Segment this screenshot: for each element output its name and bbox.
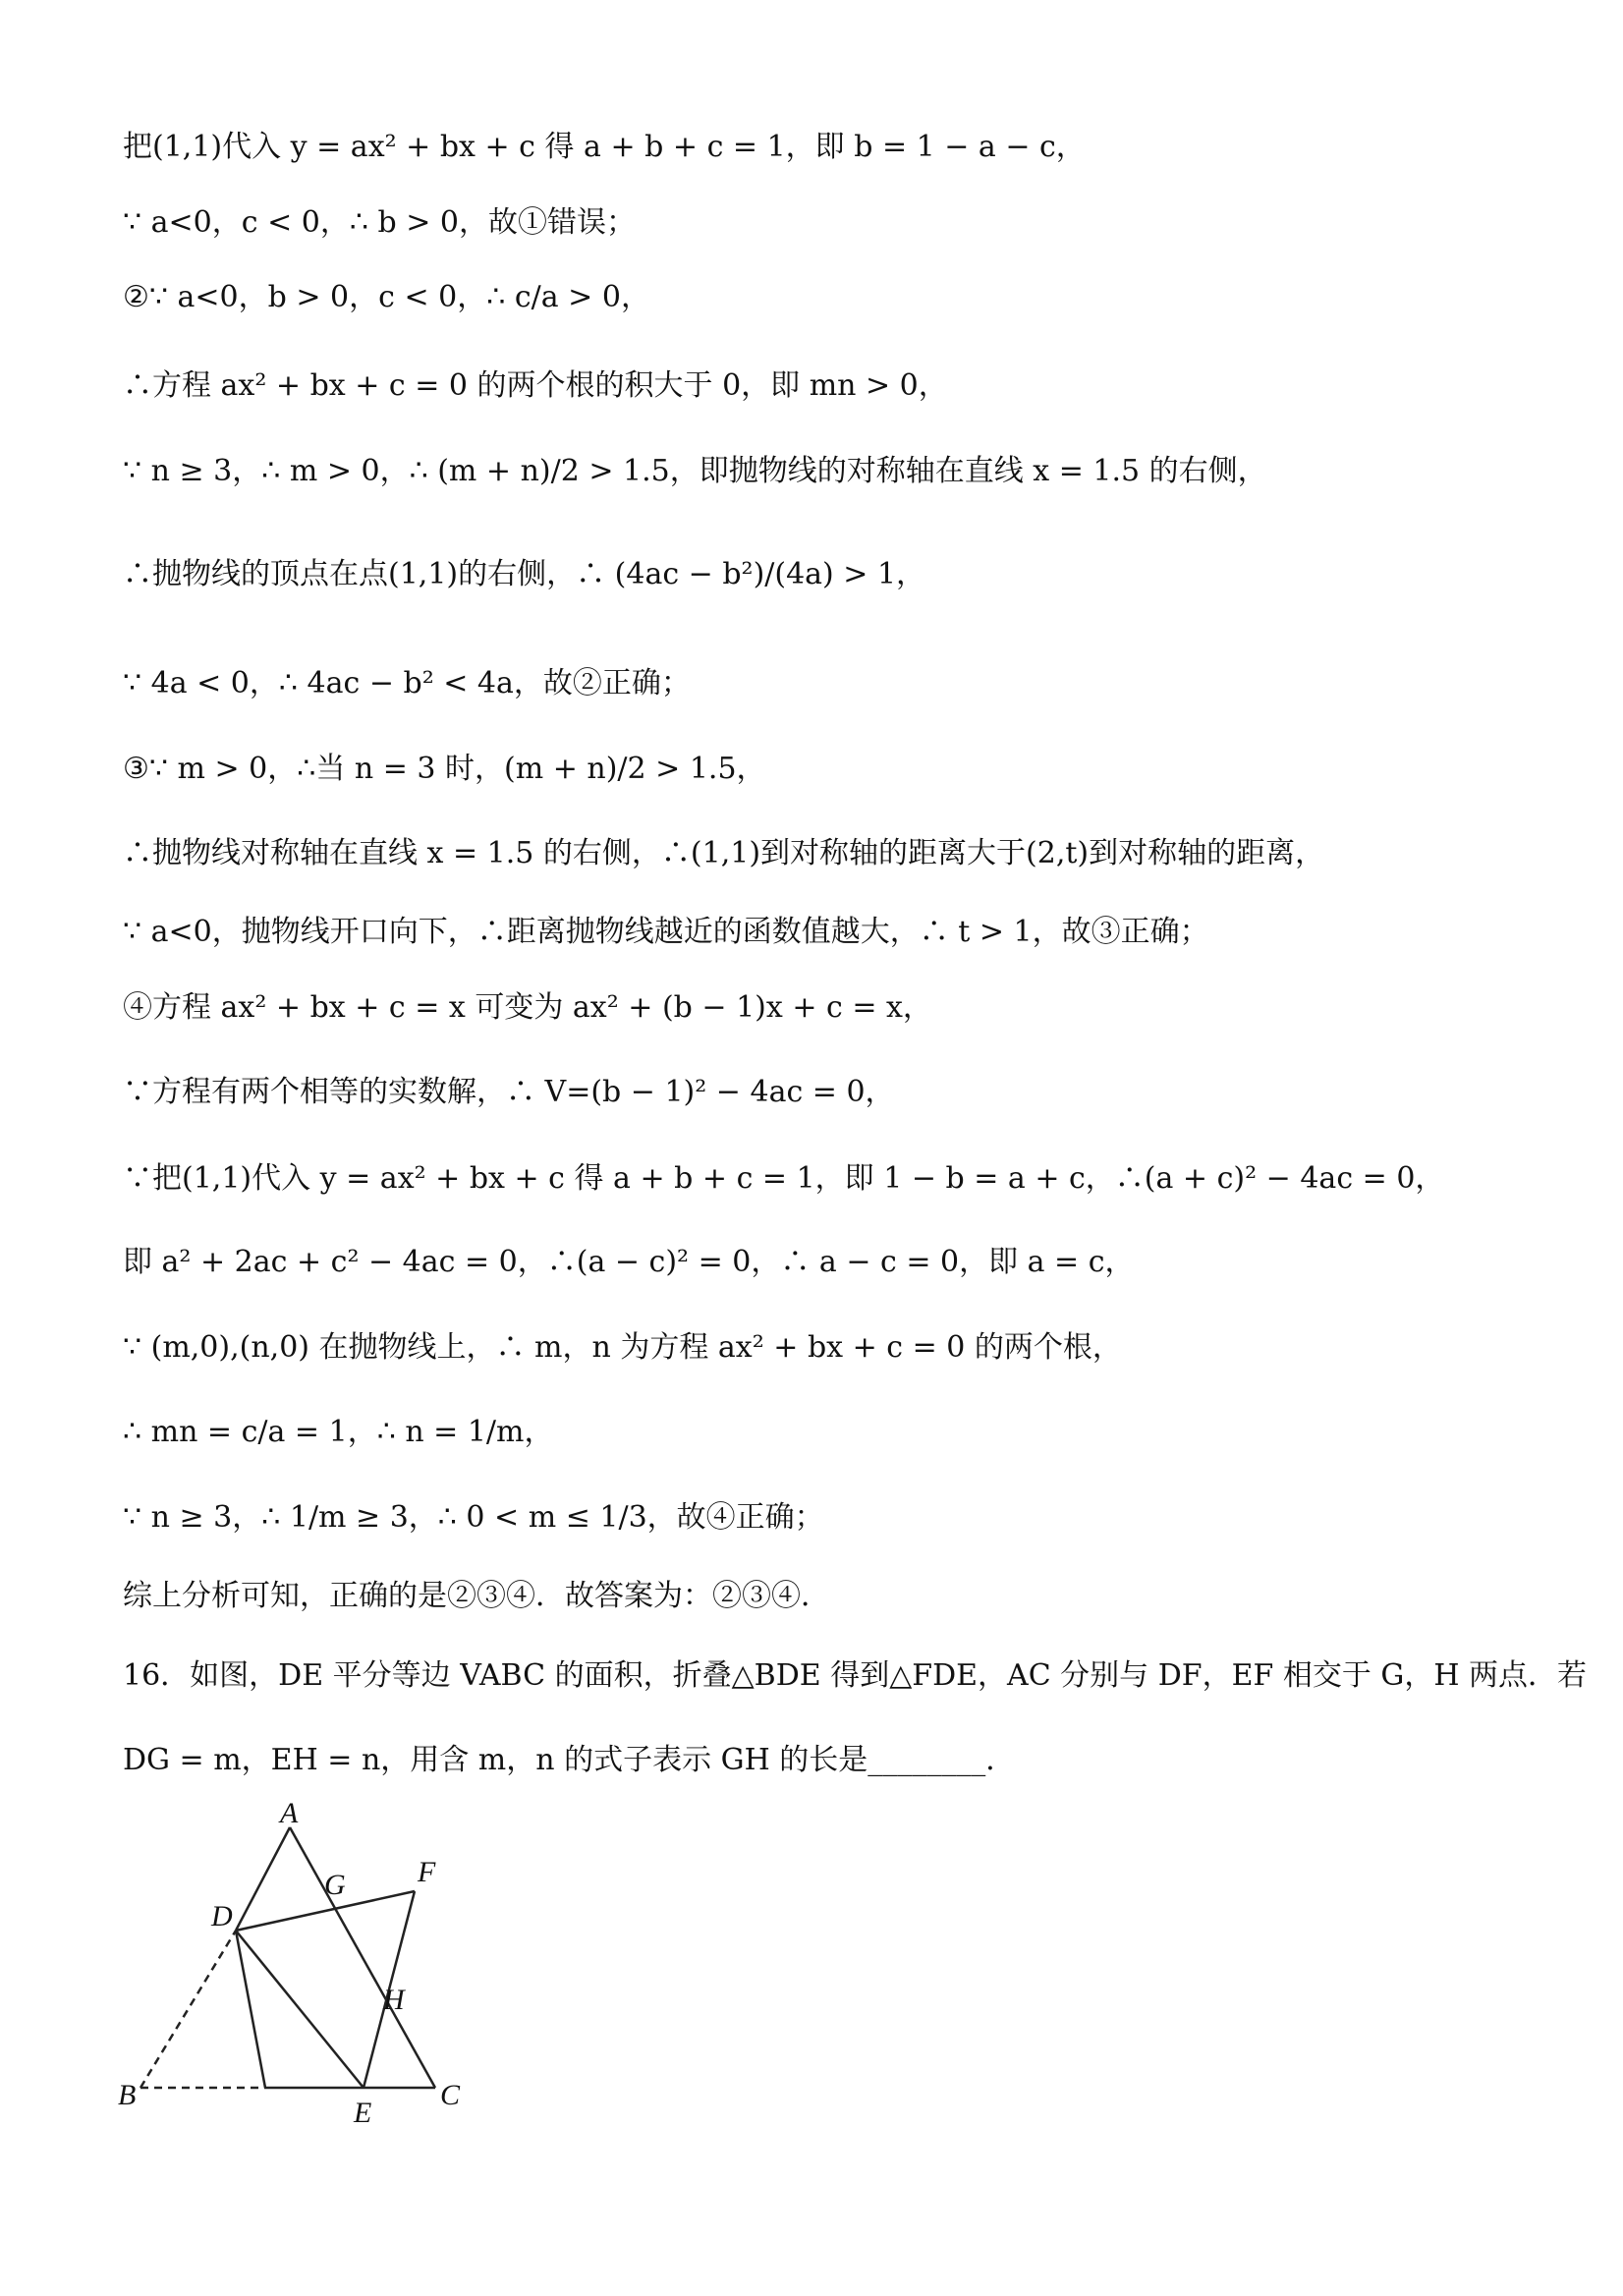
text-line: ∴抛物线对称轴在直线 x = 1.5 的右侧，∴(1,1)到对称轴的距离大于(2,t)到对称轴的距离，	[123, 836, 1325, 870]
label-D: D	[211, 1900, 233, 1932]
question-16-text: DG = m，EH = n，用含 m，n 的式子表示 GH 的长是________．	[123, 1743, 1016, 1777]
segment-DE	[236, 1931, 265, 2088]
label-A: A	[280, 1798, 299, 1829]
text-line: ∵ a<0，c < 0，∴ b > 0，故①错误；	[123, 205, 636, 240]
label-C: C	[440, 2079, 461, 2111]
text-line: ∵ a<0，抛物线开口向下，∴距离抛物线越近的函数值越大，∴ t > 1，故③正确；	[123, 915, 1209, 949]
question-16-text: 16．如图，DE 平分等边 VABC 的面积，折叠△BDE 得到△FDE，AC 分别与 DF，EF 相交于 G，H 两点．若	[123, 1658, 1588, 1693]
text-line: ③∵ m > 0，∴当 n = 3 时，(m + n)/2 > 1.5，	[123, 752, 766, 786]
segment-AC	[290, 1827, 435, 2088]
text-line: ∵ n ≥ 3，∴ 1/m ≥ 3，∴ 0 < m ≤ 1/3，故④正确；	[123, 1500, 824, 1535]
label-F: F	[418, 1856, 436, 1888]
text-line: ∵方程有两个相等的实数解，∴ V=(b − 1)² − 4ac = 0，	[123, 1075, 895, 1109]
text-line: 把(1,1)代入 y = ax² + bx + c 得 a + b + c = 1，即 b = 1 − a − c，	[123, 130, 1086, 164]
text-line: ∵把(1,1)代入 y = ax² + bx + c 得 a + b + c = 1，即 1 − b = a + c，∴(a + c)² − 4ac = 0，	[123, 1161, 1445, 1196]
text-line: ∵ (m,0),(n,0) 在抛物线上，∴ m，n 为方程 ax² + bx + c = 0 的两个根，	[123, 1330, 1122, 1365]
triangle-fold-diagram	[98, 1798, 511, 2132]
text-line: ∴ mn = c/a = 1，∴ n = 1/m，	[123, 1415, 554, 1449]
label-H: H	[383, 1984, 405, 2016]
text-line: 即 a² + 2ac + c² − 4ac = 0，∴(a − c)² = 0，∴ a − c = 0，即 a = c，	[123, 1245, 1135, 1279]
geometry-figure	[98, 1798, 511, 2132]
text-line: ∴抛物线的顶点在点(1,1)的右侧，∴ (4ac − b²)/(4a) > 1，	[123, 557, 926, 591]
segment-DE-fold	[236, 1931, 364, 2088]
text-line: ∵ 4a < 0，∴ 4ac − b² < 4a，故②正确；	[123, 666, 691, 700]
text-line: ∴方程 ax² + bx + c = 0 的两个根的积大于 0，即 mn > 0，	[123, 368, 948, 403]
label-B: B	[118, 2079, 137, 2111]
text-line: ∵ n ≥ 3，∴ m > 0，∴ (m + n)/2 > 1.5，即抛物线的对称轴在直线 x = 1.5 的右侧，	[123, 454, 1267, 488]
text-line: ②∵ a<0，b > 0，c < 0，∴ c/a > 0，	[123, 280, 650, 314]
segment-BD	[140, 1931, 236, 2088]
segment-DA	[236, 1827, 290, 1931]
label-E: E	[354, 2097, 372, 2129]
label-G: G	[324, 1869, 346, 1901]
text-line: ④方程 ax² + bx + c = x 可变为 ax² + (b − 1)x + c = x，	[123, 990, 932, 1025]
text-line: 综上分析可知，正确的是②③④．故答案为：②③④．	[123, 1579, 830, 1613]
